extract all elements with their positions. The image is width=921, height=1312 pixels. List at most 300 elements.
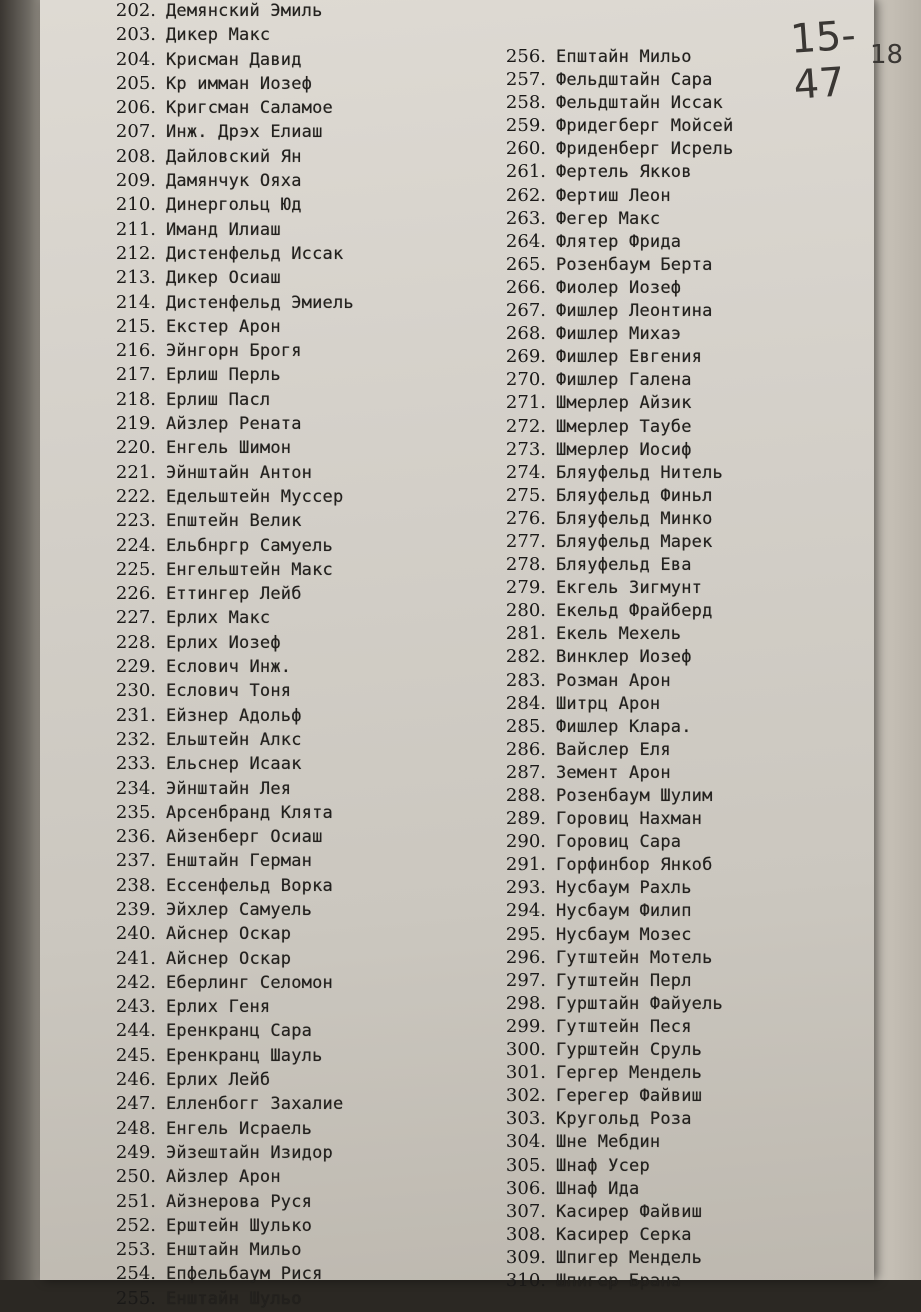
entry-number: 284.: [505, 692, 546, 714]
entry-number: 282.: [505, 646, 546, 668]
list-entry: [490, 231, 733, 254]
entry-name: Фишлер Клара.: [556, 716, 692, 737]
entry-number: 239.: [115, 898, 156, 920]
entry-number: 277.: [505, 530, 546, 552]
list-entry: [490, 1108, 733, 1131]
list-entry: [490, 416, 733, 439]
entry-number: 202.: [115, 0, 156, 21]
entry-name: Крисман Давид: [166, 49, 302, 70]
entry-number: 285.: [505, 715, 546, 737]
list-entry: [76, 146, 354, 170]
entry-number: 301.: [505, 1062, 546, 1084]
list-entry: [490, 854, 733, 877]
list-entry: [76, 875, 354, 899]
handwritten-sheet-subnumber: 18: [870, 40, 904, 70]
entry-name: Фишлер Евгения: [556, 347, 703, 368]
entry-number: 256.: [505, 46, 546, 67]
entry-name: Флятер Фрида: [556, 231, 682, 252]
list-entry: [490, 1039, 733, 1062]
entry-number: 261.: [505, 161, 546, 183]
entry-name: Епштайн Мильо: [556, 47, 692, 67]
entry-name: Ельснер Исаак: [166, 754, 302, 775]
entry-name: Шмерлер Таубе: [556, 416, 692, 437]
entry-number: 279.: [505, 577, 546, 599]
entry-name: Горфинбор Янкоб: [556, 855, 713, 876]
list-entry: [490, 831, 733, 854]
entry-name: Еслович Тоня: [166, 681, 292, 702]
entry-number: 255.: [115, 1287, 156, 1309]
entry-name: Кр имман Иозеф: [166, 73, 313, 94]
list-entry: [76, 364, 354, 388]
entry-number: 217.: [115, 364, 156, 386]
entry-name: Дистенфельд Эмиель: [166, 292, 354, 313]
entry-name: Дамянчук Ояха: [166, 171, 302, 192]
list-entry: [76, 535, 354, 559]
entry-name: Шне Мебдин: [556, 1132, 661, 1153]
list-entry: [490, 531, 733, 554]
entry-name: Едельштейн Муссер: [166, 486, 344, 507]
entry-number: 244.: [115, 1020, 156, 1042]
list-entry: [490, 693, 733, 716]
list-entry: [490, 785, 733, 808]
list-entry: [490, 138, 733, 161]
entry-name: Горовиц Сара: [556, 832, 682, 853]
list-entry: [76, 802, 354, 826]
entry-name: Фельдштайн Иссак: [556, 93, 723, 114]
entry-number: 213.: [115, 267, 156, 289]
right-name-column: [490, 46, 733, 1293]
entry-name: Енгельштейн Макс: [166, 559, 333, 580]
entry-number: 232.: [115, 728, 156, 750]
list-entry: [76, 705, 354, 729]
entry-name: Нусбаум Рахль: [556, 878, 692, 899]
entry-number: 254.: [115, 1263, 156, 1285]
entry-number: 227.: [115, 607, 156, 629]
entry-name: Фишлер Галена: [556, 370, 692, 391]
entry-name: Касирер Файвиш: [556, 1201, 703, 1222]
entry-name: Эйзештайн Изидор: [166, 1142, 333, 1163]
list-entry: [490, 346, 733, 369]
entry-name: Ельбнргр Самуель: [166, 535, 333, 556]
list-entry: [76, 121, 354, 145]
entry-name: Ерлиш Перль: [166, 365, 281, 386]
entry-number: 219.: [115, 413, 156, 435]
list-entry: [490, 1085, 733, 1108]
list-entry: [76, 243, 354, 267]
entry-number: 218.: [115, 388, 156, 410]
entry-name: Шнаф Ида: [556, 1178, 640, 1199]
entry-name: Ессенфельд Ворка: [166, 875, 333, 896]
list-entry: [76, 389, 354, 413]
entry-name: Еренкранц Шауль: [166, 1045, 323, 1066]
list-entry: [76, 948, 354, 972]
list-entry: [490, 208, 733, 231]
entry-number: 242.: [115, 971, 156, 993]
entry-name: Айзлер Арон: [166, 1167, 281, 1188]
entry-name: Фельдштайн Сара: [556, 70, 713, 91]
entry-number: 269.: [505, 346, 546, 368]
entry-name: Шпигер Мендель: [556, 1247, 703, 1268]
entry-name: Айснер Оскар: [166, 948, 292, 969]
entry-number: 304.: [505, 1131, 546, 1153]
entry-number: 273.: [505, 438, 546, 460]
entry-name: Енштайн Герман: [166, 851, 313, 872]
list-entry: [76, 1093, 354, 1117]
entry-number: 271.: [505, 392, 546, 414]
entry-number: 280.: [505, 600, 546, 622]
list-entry: [490, 115, 733, 138]
entry-number: 283.: [505, 669, 546, 691]
entry-name: Айзлер Рената: [166, 414, 302, 435]
entry-number: 223.: [115, 510, 156, 532]
entry-name: Кругольд Роза: [556, 1109, 692, 1130]
entry-name: Еттингер Лейб: [166, 584, 302, 605]
entry-number: 266.: [505, 276, 546, 298]
list-entry: [76, 680, 354, 704]
entry-name: Розенбаум Шулим: [556, 786, 713, 806]
entry-name: Гутштейн Песя: [556, 1016, 692, 1037]
list-entry: [490, 185, 733, 208]
entry-number: 240.: [115, 923, 156, 945]
entry-name: Екгель Зигмунт: [556, 578, 703, 599]
list-entry: [76, 1118, 354, 1142]
entry-name: Эйхлер Самуель: [166, 899, 313, 920]
entry-name: Шнаф Усер: [556, 1155, 650, 1176]
entry-number: 229.: [115, 656, 156, 678]
entry-number: 270.: [505, 369, 546, 391]
list-entry: [76, 1142, 354, 1166]
entry-number: 233.: [115, 753, 156, 775]
list-entry: [490, 1178, 733, 1201]
entry-number: 258.: [505, 92, 546, 114]
list-entry: [76, 559, 354, 583]
entry-name: Кригсман Саламое: [166, 98, 333, 119]
list-entry: [490, 577, 733, 600]
list-entry: [490, 900, 733, 923]
list-entry: [490, 1201, 733, 1224]
list-entry: [76, 413, 354, 437]
list-entry: [76, 292, 354, 316]
list-entry: [490, 161, 733, 184]
list-entry: [76, 73, 354, 97]
entry-name: Нусбаум Филип: [556, 901, 692, 922]
list-entry: [490, 623, 733, 646]
entry-name: Екель Мехель: [556, 624, 682, 645]
entry-number: 291.: [505, 854, 546, 876]
entry-number: 264.: [505, 230, 546, 252]
entry-number: 226.: [115, 583, 156, 605]
entry-name: Гутштейн Мотель: [556, 947, 713, 968]
entry-name: Земент Арон: [556, 762, 671, 783]
list-entry: [490, 1131, 733, 1154]
entry-name: Ерлих Геня: [166, 997, 271, 1018]
entry-number: 295.: [505, 923, 546, 945]
list-entry: [490, 462, 733, 485]
list-entry: [76, 462, 354, 486]
entry-name: Елленбогг Захалие: [166, 1094, 344, 1115]
entry-name: Епштейн Велик: [166, 511, 302, 532]
entry-number: 228.: [115, 631, 156, 653]
entry-number: 288.: [505, 785, 546, 806]
entry-number: 278.: [505, 554, 546, 576]
entry-name: Айзенберг Осиаш: [166, 827, 323, 848]
entry-number: 207.: [115, 121, 156, 143]
entry-name: Енгель Шимон: [166, 438, 292, 459]
list-entry: [76, 996, 354, 1020]
entry-name: Винклер Иозеф: [556, 647, 692, 668]
entry-name: Бляуфельд Нитель: [556, 462, 723, 483]
entry-number: 203.: [115, 24, 156, 46]
entry-number: 309.: [505, 1246, 546, 1268]
entry-name: Ерлих Иозеф: [166, 632, 281, 653]
entry-name: Епфельбаум Рися: [166, 1264, 323, 1285]
list-entry: [490, 392, 733, 415]
entry-number: 245.: [115, 1044, 156, 1066]
entry-name: Дикер Осиаш: [166, 268, 281, 289]
entry-name: Эйнгорн Брогя: [166, 341, 302, 362]
entry-name: Енштайн Мильо: [166, 1240, 302, 1261]
entry-name: Фегер Макс: [556, 208, 661, 229]
entry-number: 225.: [115, 558, 156, 580]
entry-number: 306.: [505, 1177, 546, 1199]
list-entry: [76, 267, 354, 291]
entry-name: Гергер Мендель: [556, 1063, 703, 1084]
entry-name: Горовиц Нахман: [556, 809, 703, 830]
entry-name: Вайслер Еля: [556, 739, 671, 760]
entry-name: Дистенфельд Иссак: [166, 243, 344, 264]
entry-name: Ерлих Лейб: [166, 1070, 271, 1091]
entry-number: 262.: [505, 184, 546, 206]
list-entry: [490, 947, 733, 970]
typed-list-sheet: [40, 0, 904, 1309]
entry-name: Гурштайн Файуель: [556, 993, 723, 1014]
entry-name: Енгель Исраель: [166, 1118, 313, 1139]
list-entry: [490, 877, 733, 900]
entry-number: 211.: [115, 218, 156, 240]
list-entry: [76, 1239, 354, 1263]
list-entry: [490, 323, 733, 346]
list-entry: [76, 778, 354, 802]
entry-name: Бляуфельд Финьл: [556, 485, 713, 506]
entry-number: 222.: [115, 485, 156, 507]
entry-number: 220.: [115, 437, 156, 459]
list-entry: [76, 316, 354, 340]
list-entry: [76, 1166, 354, 1190]
list-entry: [76, 972, 354, 996]
entry-number: 231.: [115, 704, 156, 726]
entry-name: Эйнштайн Антон: [166, 462, 313, 483]
entry-name: Гурштейн Сруль: [556, 1040, 703, 1061]
entry-name: Фриденберг Исрель: [556, 139, 734, 160]
entry-name: Динергольц Юд: [166, 195, 302, 216]
entry-name: Гутштейн Перл: [556, 970, 692, 991]
list-entry: [76, 0, 354, 24]
entry-number: 208.: [115, 145, 156, 167]
list-entry: [490, 924, 733, 947]
entry-number: 224.: [115, 534, 156, 556]
list-entry: [490, 554, 733, 577]
list-entry: [490, 716, 733, 739]
entry-number: 272.: [505, 415, 546, 437]
entry-number: 241.: [115, 947, 156, 969]
entry-name: Еренкранц Сара: [166, 1021, 313, 1042]
list-entry: [490, 762, 733, 785]
entry-number: 267.: [505, 300, 546, 322]
entry-number: 250.: [115, 1166, 156, 1188]
entry-name: Ельштейн Алкс: [166, 729, 302, 750]
entry-name: Айснер Оскар: [166, 924, 292, 945]
entry-number: 206.: [115, 97, 156, 119]
entry-name: Розенбаум Берта: [556, 254, 713, 275]
list-entry: [490, 1155, 733, 1178]
entry-name: Фертиш Леон: [556, 185, 671, 206]
list-entry: [76, 607, 354, 631]
entry-name: Розман Арон: [556, 670, 671, 691]
entry-name: Шитрц Арон: [556, 693, 661, 714]
list-entry: [490, 808, 733, 831]
list-entry: [76, 656, 354, 680]
list-entry: [76, 1263, 354, 1287]
list-entry: [76, 437, 354, 461]
entry-number: 216.: [115, 340, 156, 362]
list-entry: [76, 24, 354, 48]
entry-number: 287.: [505, 761, 546, 783]
list-entry: [490, 369, 733, 392]
entry-number: 310.: [505, 1269, 546, 1291]
list-entry: [490, 970, 733, 993]
entry-number: 302.: [505, 1085, 546, 1107]
entry-number: 209.: [115, 170, 156, 192]
list-entry: [490, 277, 733, 300]
entry-name: Ерлих Макс: [166, 608, 271, 629]
list-entry: [490, 92, 733, 115]
handwritten-sheet-number: 15-47: [788, 12, 858, 109]
entry-number: 297.: [505, 969, 546, 991]
entry-number: 308.: [505, 1223, 546, 1245]
entry-name: Бляуфельд Ева: [556, 555, 692, 576]
entry-name: Айзнерова Руся: [166, 1191, 313, 1212]
entry-number: 298.: [505, 992, 546, 1014]
list-entry: [76, 49, 354, 73]
list-entry: [490, 670, 733, 693]
entry-number: 296.: [505, 946, 546, 968]
list-entry: [490, 254, 733, 277]
entry-number: 290.: [505, 831, 546, 853]
entry-number: 249.: [115, 1141, 156, 1163]
entry-number: 251.: [115, 1190, 156, 1212]
entry-name: Шмерлер Айзик: [556, 393, 692, 414]
entry-number: 286.: [505, 738, 546, 760]
entry-number: 274.: [505, 461, 546, 483]
list-entry: [76, 923, 354, 947]
entry-name: Ейзнер Адольф: [166, 705, 302, 726]
list-entry: [76, 1020, 354, 1044]
list-entry: [490, 1224, 733, 1247]
entry-name: Фишлер Леонтина: [556, 301, 713, 322]
list-entry: [490, 485, 733, 508]
list-entry: [490, 439, 733, 462]
entry-number: 276.: [505, 507, 546, 529]
list-entry: [76, 632, 354, 656]
list-entry: [490, 1270, 733, 1293]
entry-number: 221.: [115, 461, 156, 483]
entry-number: 252.: [115, 1214, 156, 1236]
entry-number: 263.: [505, 207, 546, 229]
entry-name: Иманд Илиаш: [166, 219, 281, 240]
entry-number: 253.: [115, 1239, 156, 1261]
entry-number: 248.: [115, 1117, 156, 1139]
entry-number: 268.: [505, 323, 546, 345]
entry-name: Герегер Файвиш: [556, 1086, 703, 1107]
entry-number: 238.: [115, 874, 156, 896]
entry-name: Дикер Макс: [166, 25, 271, 46]
list-entry: [490, 46, 733, 69]
list-entry: [76, 753, 354, 777]
entry-name: Арсенбранд Клята: [166, 802, 333, 823]
entry-number: 289.: [505, 808, 546, 830]
entry-number: 230.: [115, 680, 156, 702]
list-entry: [490, 646, 733, 669]
entry-name: Демянский Эмиль: [166, 1, 323, 21]
list-entry: [490, 739, 733, 762]
entry-name: Енштайн Шульо: [166, 1288, 302, 1309]
entry-name: Дайловский Ян: [166, 146, 302, 167]
list-entry: [76, 170, 354, 194]
entry-name: Фридегберг Мойсей: [556, 116, 734, 137]
entry-number: 260.: [505, 138, 546, 160]
entry-number: 236.: [115, 826, 156, 848]
entry-number: 234.: [115, 777, 156, 799]
list-entry: [490, 1247, 733, 1270]
entry-number: 294.: [505, 900, 546, 922]
entry-number: 246.: [115, 1069, 156, 1091]
list-entry: [76, 1045, 354, 1069]
entry-name: Екстер Арон: [166, 316, 281, 337]
entry-name: Фиолер Иозеф: [556, 277, 682, 298]
list-entry: [76, 1215, 354, 1239]
entry-number: 204.: [115, 48, 156, 70]
list-entry: [76, 729, 354, 753]
list-entry: [490, 1016, 733, 1039]
list-entry: [76, 97, 354, 121]
list-entry: [76, 899, 354, 923]
list-entry: [76, 850, 354, 874]
list-entry: [76, 340, 354, 364]
entry-number: 243.: [115, 996, 156, 1018]
entry-name: Шпигер Брана: [556, 1270, 682, 1291]
entry-number: 299.: [505, 1015, 546, 1037]
entry-number: 275.: [505, 484, 546, 506]
entry-name: Фишлер Михаэ: [556, 324, 682, 345]
list-entry: [490, 600, 733, 623]
entry-name: Бляуфельд Марек: [556, 531, 713, 552]
entry-number: 215.: [115, 315, 156, 337]
entry-number: 305.: [505, 1154, 546, 1176]
entry-number: 257.: [505, 69, 546, 91]
entry-number: 300.: [505, 1039, 546, 1061]
entry-number: 281.: [505, 623, 546, 645]
list-entry: [76, 194, 354, 218]
list-entry: [490, 1062, 733, 1085]
left-name-column: [76, 0, 354, 1312]
list-entry: [76, 1288, 354, 1312]
entry-number: 247.: [115, 1093, 156, 1115]
entry-name: Шмерлер Иосиф: [556, 439, 692, 460]
list-entry: [76, 583, 354, 607]
entry-number: 259.: [505, 115, 546, 137]
list-entry: [76, 826, 354, 850]
list-entry: [76, 1191, 354, 1215]
